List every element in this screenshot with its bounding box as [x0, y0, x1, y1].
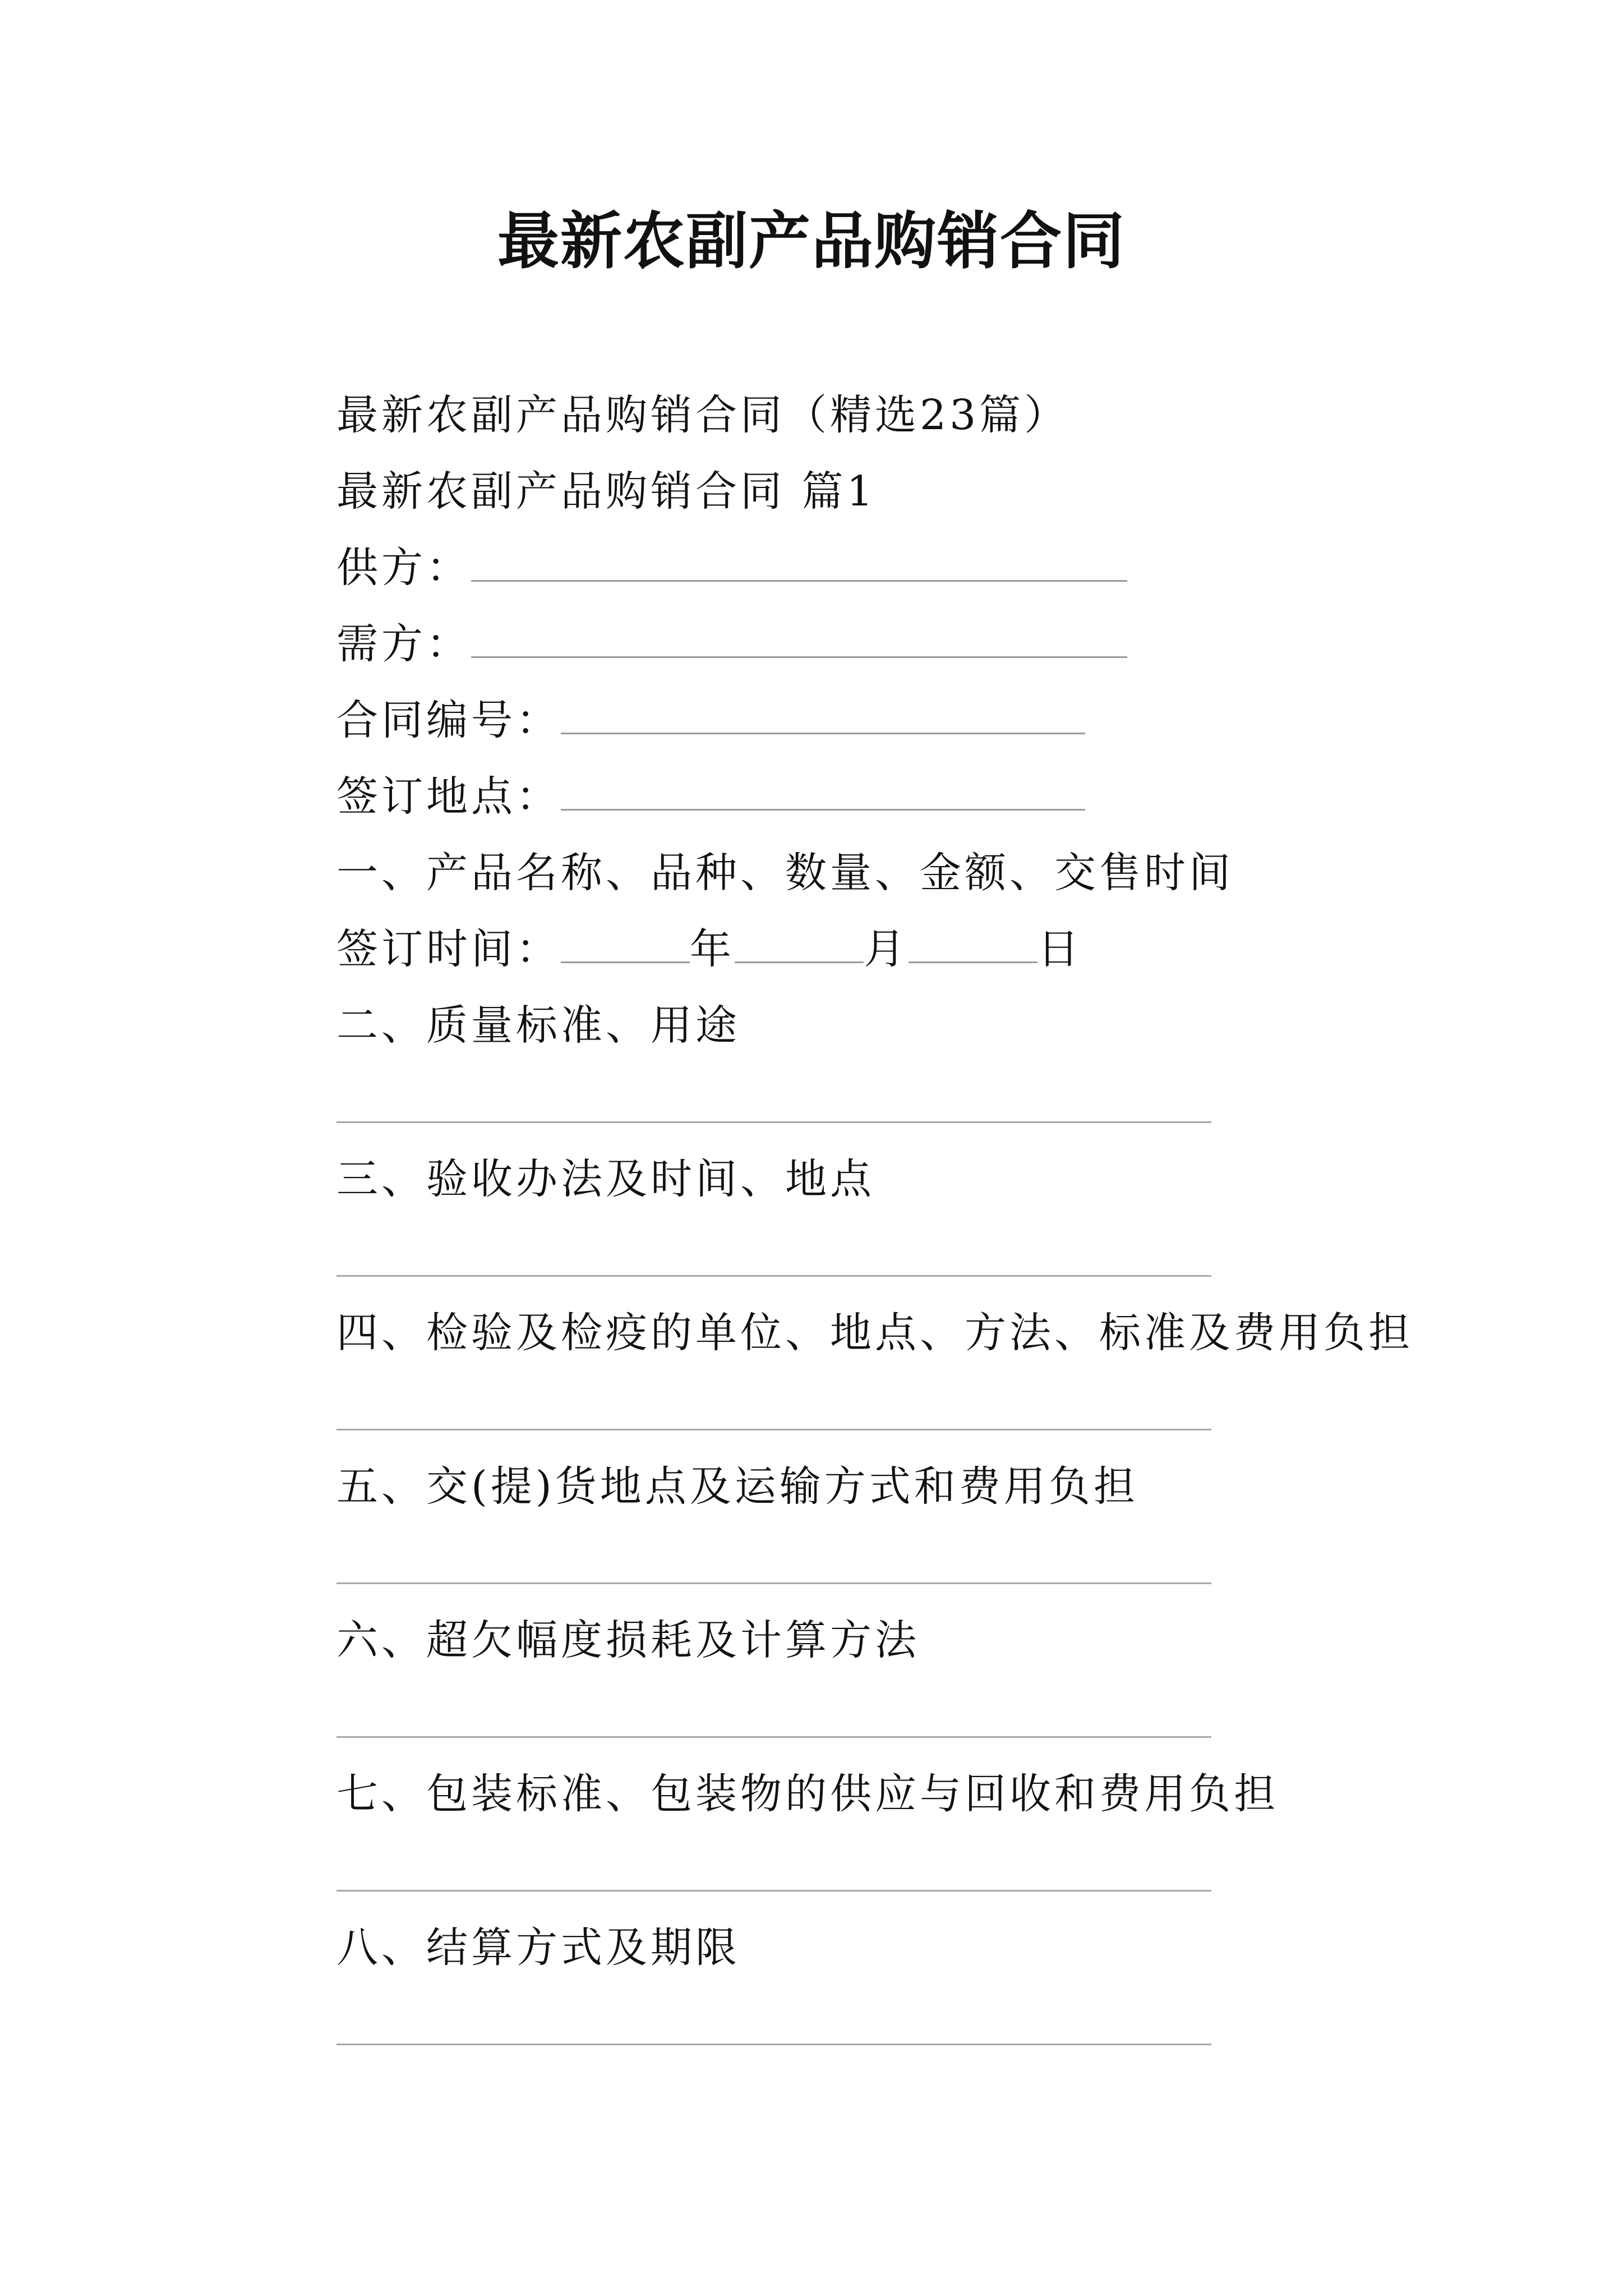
- month-label: 月: [864, 925, 909, 973]
- buyer-label: 需方：: [336, 620, 471, 668]
- section-3-answer-line[interactable]: [336, 1275, 1211, 1277]
- section-5-answer-line[interactable]: [336, 1582, 1211, 1584]
- contract-number-field: [336, 692, 1085, 748]
- sign-place-field: [336, 769, 1085, 825]
- section-6-answer-line[interactable]: [336, 1736, 1211, 1738]
- section-heading-5: 五、交(提)货地点及运输方式和费用负担: [336, 1462, 1138, 1511]
- year-label: 年: [690, 925, 735, 973]
- supplier-blank[interactable]: [471, 544, 1127, 582]
- year-blank[interactable]: [561, 926, 690, 963]
- section-heading-6: 六、超欠幅度损耗及计算方法: [336, 1616, 920, 1664]
- sign-place-blank[interactable]: [561, 773, 1085, 811]
- month-blank[interactable]: [735, 926, 864, 963]
- article-heading: 最新农副产品购销合同 篇1: [336, 467, 877, 516]
- section-2-answer-line[interactable]: [336, 1121, 1211, 1123]
- day-label: 日: [1038, 925, 1082, 973]
- section-4-answer-line[interactable]: [336, 1429, 1211, 1430]
- buyer-field: [336, 616, 1127, 672]
- section-heading-2: 二、质量标准、用途: [336, 1001, 740, 1050]
- sign-time-label: 签订时间：: [336, 925, 561, 973]
- supplier-field: [336, 540, 1127, 596]
- section-heading-4: 四、检验及检疫的单位、地点、方法、标准及费用负担: [336, 1309, 1413, 1357]
- contract-number-blank[interactable]: [561, 697, 1085, 734]
- section-heading-3: 三、验收办法及时间、地点: [336, 1155, 875, 1203]
- section-7-answer-line[interactable]: [336, 1890, 1211, 1892]
- sign-place-label: 签订地点：: [336, 772, 561, 821]
- supplier-label: 供方：: [336, 544, 471, 592]
- document-title: 最新农副产品购销合同: [497, 205, 1126, 277]
- buyer-blank[interactable]: [471, 620, 1127, 658]
- section-heading-8: 八、结算方式及期限: [336, 1924, 740, 1972]
- sign-time-field: [336, 921, 1082, 977]
- section-heading-1: 一、产品名称、品种、数量、金额、交售时间: [336, 849, 1234, 897]
- day-blank[interactable]: [909, 926, 1038, 963]
- contract-number-label: 合同编号：: [336, 696, 561, 744]
- document-subtitle: 最新农副产品购销合同（精选23篇）: [336, 391, 1069, 439]
- section-8-answer-line[interactable]: [336, 2044, 1211, 2045]
- section-heading-7: 七、包装标准、包装物的供应与回收和费用负担: [336, 1770, 1279, 1818]
